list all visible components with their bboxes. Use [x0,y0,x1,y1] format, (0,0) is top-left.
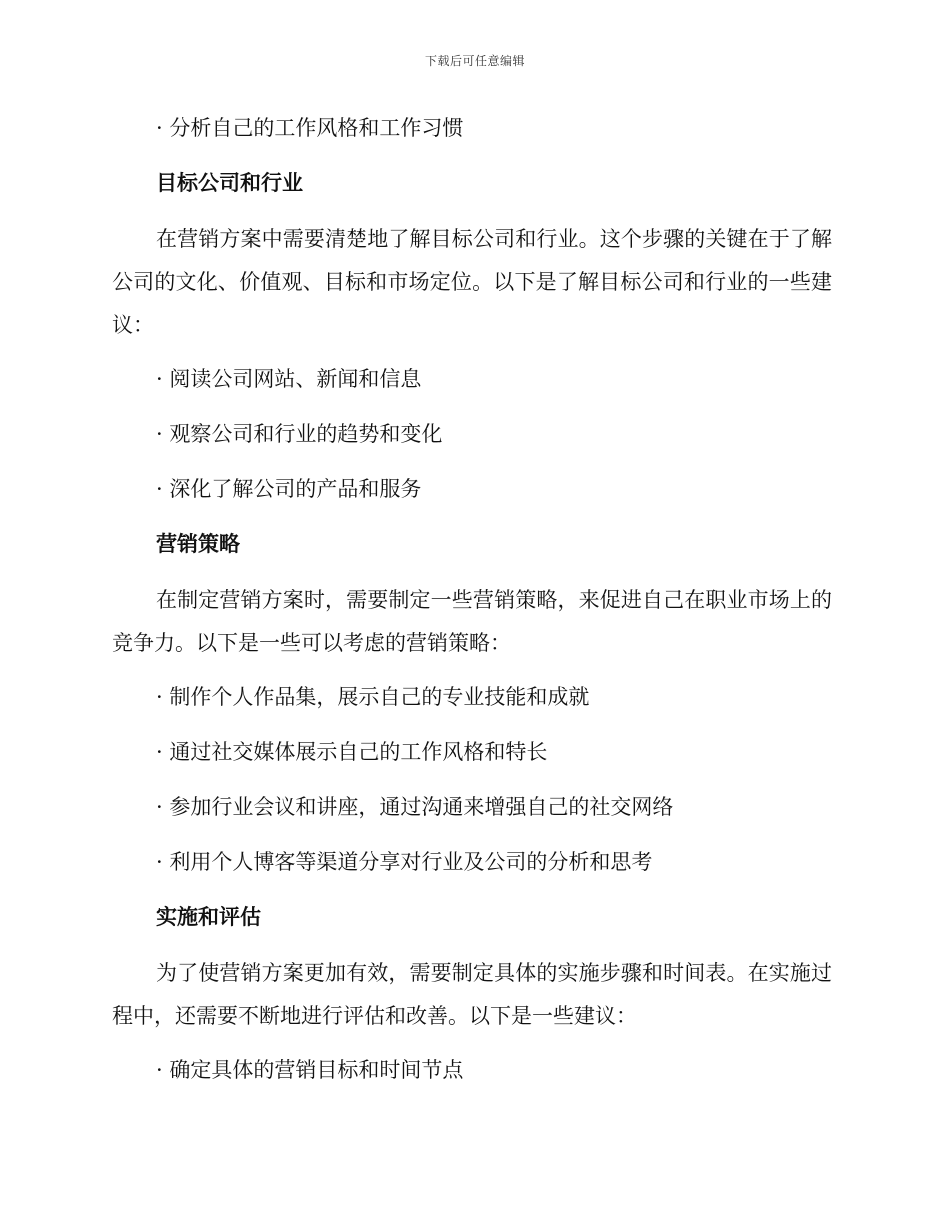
section-heading: 营销策略 [156,531,240,556]
section-heading: 实施和评估 [156,904,261,929]
section-heading: 目标公司和行业 [156,170,303,195]
bullet-item: · 观察公司和行业的趋势和变化 [156,422,443,446]
document-body [112,108,832,1105]
bullet-item: · 阅读公司网站、新闻和信息 [156,367,422,391]
bullet-item: · 制作个人作品集，展示自己的专业技能和成就 [156,685,590,709]
bullet-item: · 通过社交媒体展示自己的工作风格和特长 [156,740,548,764]
bullet-item: · 分析自己的工作风格和工作习惯 [156,116,464,140]
bullet-item: · 参加行业会议和讲座，通过沟通来增强自己的社交网络 [156,795,674,819]
bullet-item: · 深化了解公司的产品和服务 [156,477,422,501]
page-header: 下载后可任意编辑 [424,54,525,68]
paragraph: 为了使营销方案更加有效，需要制定具体的实施步骤和时间表。在实施过程中，还需要不断地进行评估和改善。以下是一些建议： [112,961,832,1028]
paragraph: 在营销方案中需要清楚地了解目标公司和行业。这个步骤的关键在于了解公司的文化、价值观、目标和市场定位。以下是了解目标公司和行业的一些建议： [112,227,832,337]
bullet-item: · 确定具体的营销目标和时间节点 [156,1058,464,1082]
paragraph: 在制定营销方案时，需要制定一些营销策略，来促进自己在职业市场上的竞争力。以下是一些可以考虑的营销策略： [112,588,832,655]
bullet-item: · 利用个人博客等渠道分享对行业及公司的分析和思考 [156,850,653,874]
